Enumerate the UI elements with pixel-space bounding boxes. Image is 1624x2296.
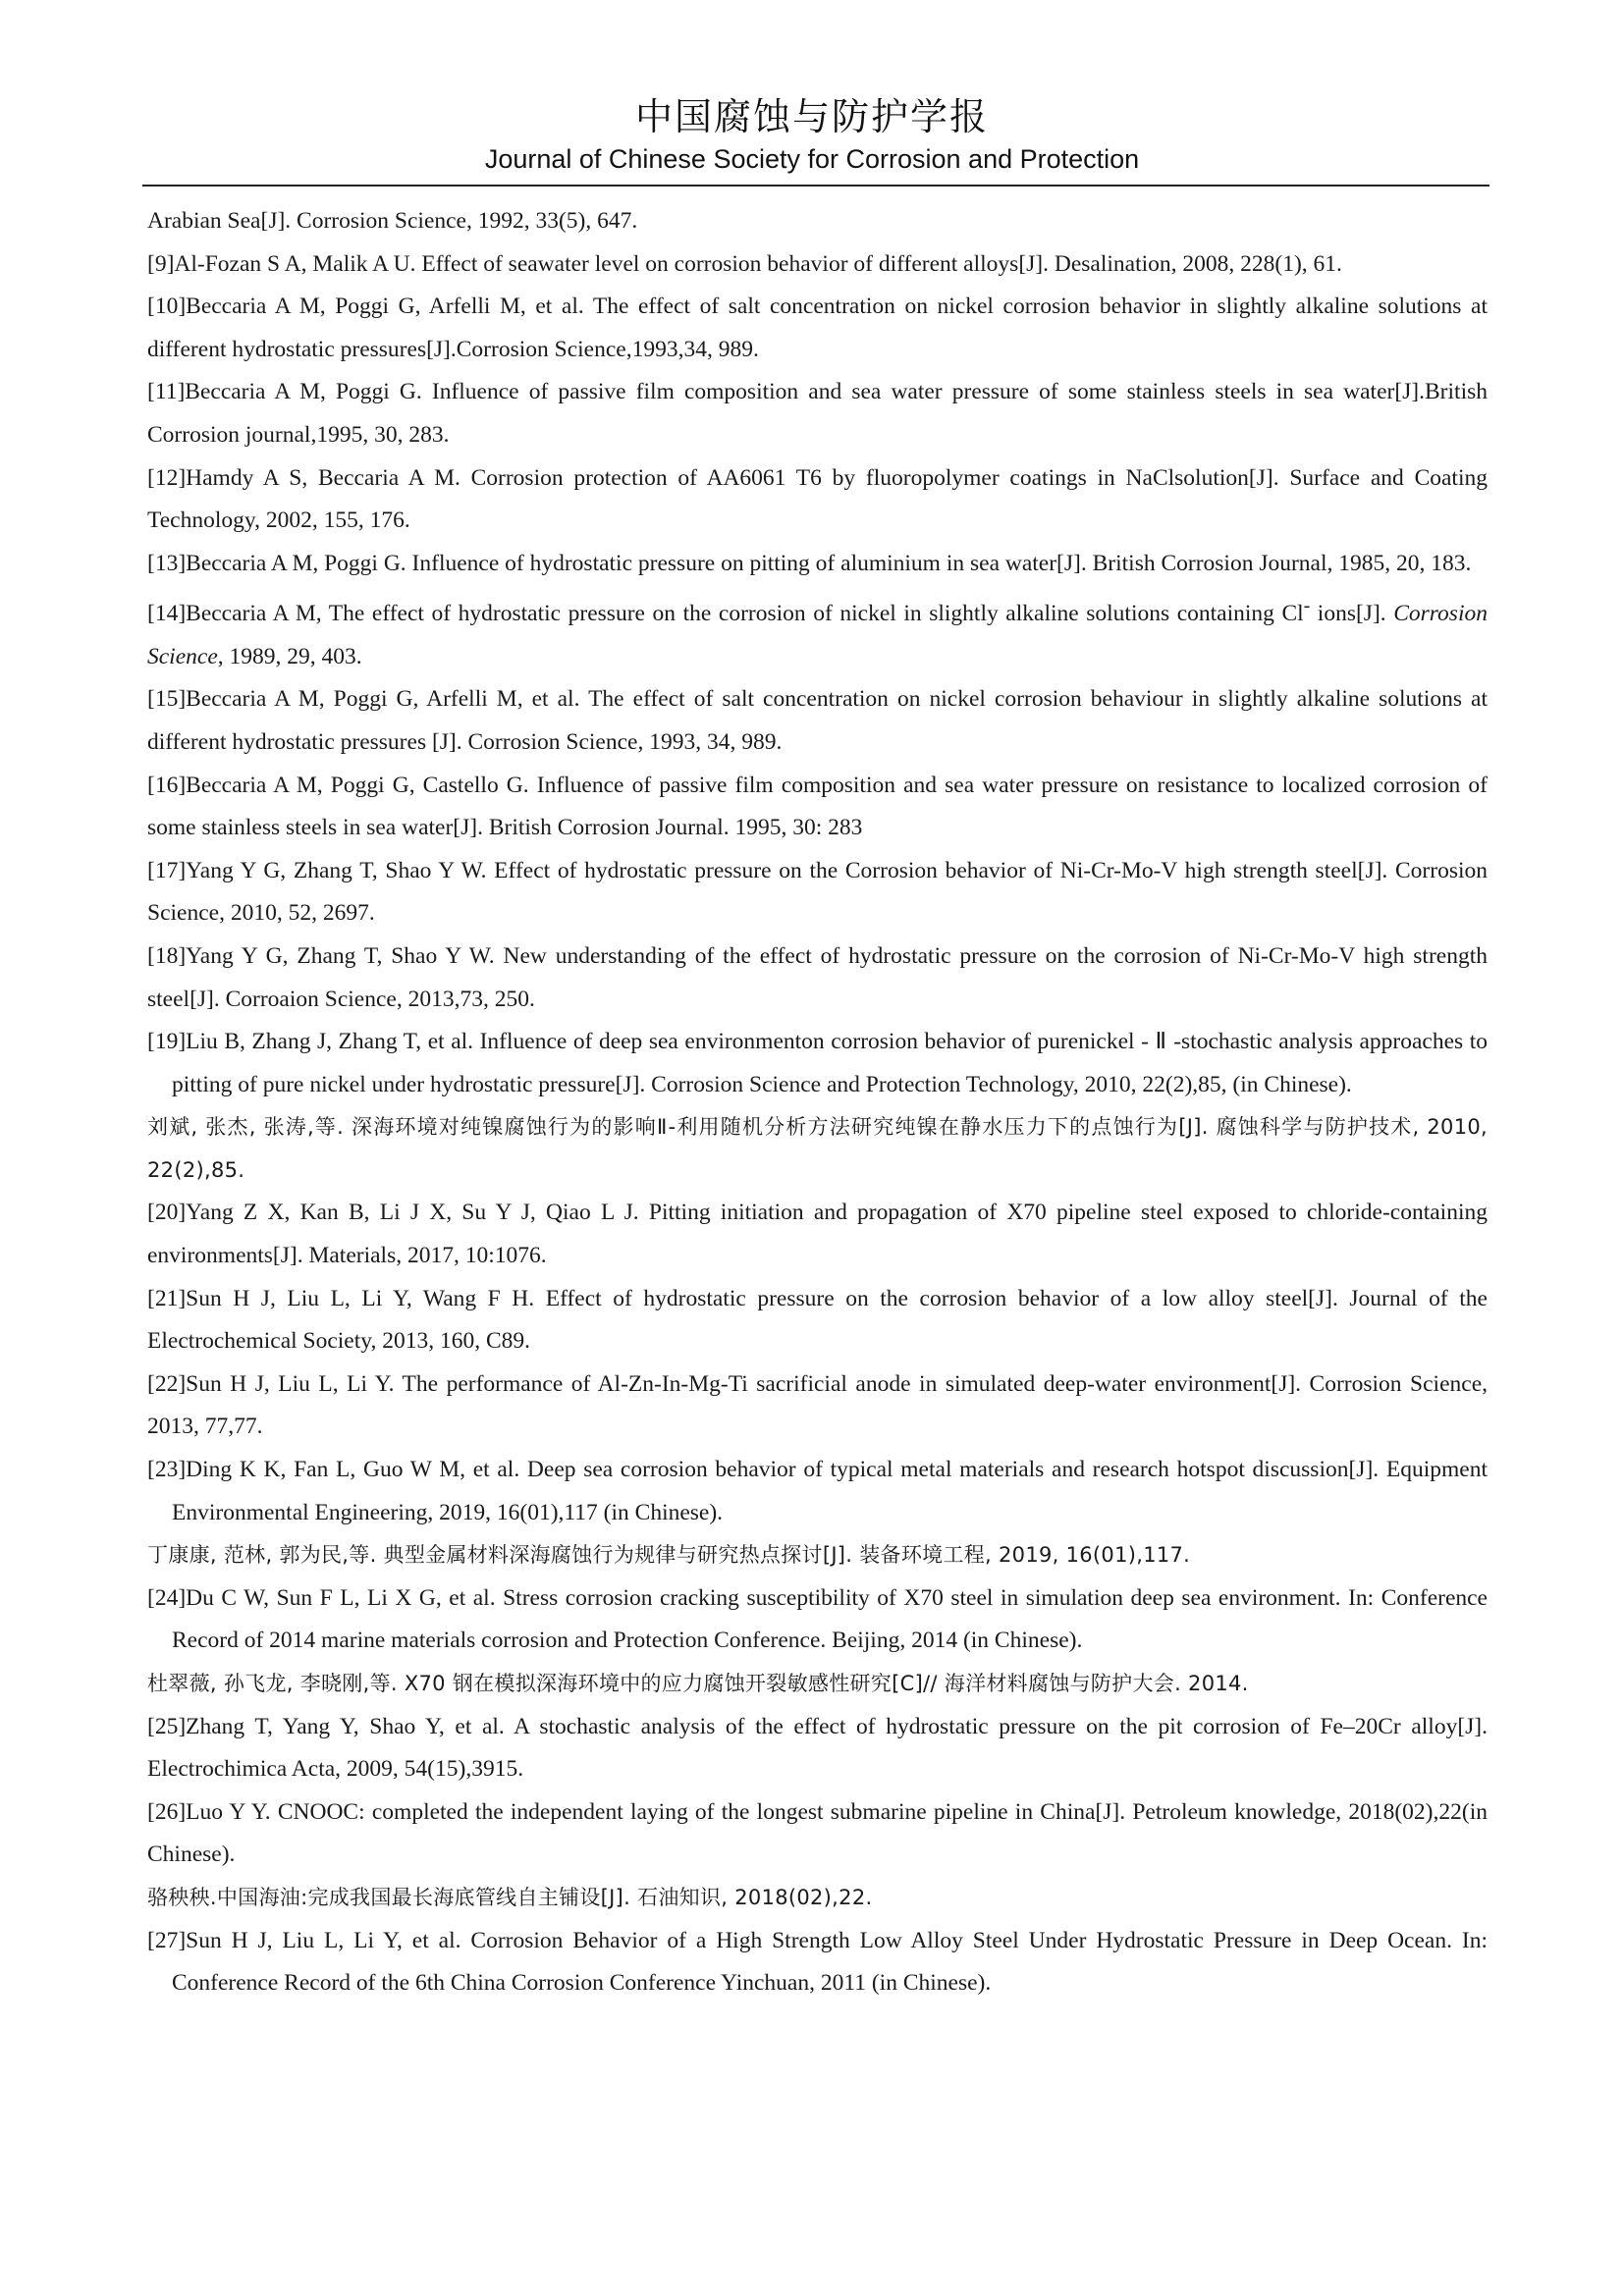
reference-20: [20]Yang Z X, Kan B, Li J X, Su Y J, Qiao L J. Pitting initiation and propagation of X70 pipeline steel exposed to chloride-containing environments[J]. Materials, 2017, 10:1076. [147,1200,1488,1269]
reference-14-text: [14]Beccaria A M, The effect of hydrostatic pressure on the corrosion of nickel in slightly alkaline solutions containing Cl [147,601,1304,627]
reference-25: [25]Zhang T, Yang Y, Shao Y, et al. A stochastic analysis of the effect of hydrostatic pressure on the pit corrosion of Fe–20Cr alloy[J]. Electrochimica Acta, 2009, 54(15),3915. [147,1713,1488,1783]
chloride-superscript: - [1303,596,1311,617]
reference-14 [147,585,1488,678]
reference-27: [27]Sun H J, Liu L, Li Y, et al. Corrosion Behavior of a High Strength Low Alloy Steel Under Hydrostatic Pressure in Deep Ocean. In: Conference Record of the 6th China Corrosion Conference Yinchuan, 2011 (in Chinese). [147,1927,1488,1997]
reference-11: [11]Beccaria A M, Poggi G. Influence of passive film composition and sea water pressure of some stainless steels in sea water[J].British Corrosion journal,1995, 30, 283. [147,379,1488,448]
reference-19-chinese: 刘斌, 张杰, 张涛,等. 深海环境对纯镍腐蚀行为的影响Ⅱ-利用随机分析方法研究纯镍在静水压力下的点蚀行为[J]. 腐蚀科学与防护技术, 2010, 22(2),85. [147,1115,1488,1182]
reference-14-ions: ions[J]. [1310,601,1394,627]
reference-19: [19]Liu B, Zhang J, Zhang T, et al. Influence of deep sea environmenton corrosion behavior of purenickel - Ⅱ -stochastic analysis approaches to pitting of pure nickel under hydrostatic pressure[J]. Corrosion Science and Protection Technology, 2010, 22(2),85, (in Chinese). [147,1029,1488,1097]
reference-13: [13]Beccaria A M, Poggi G. Influence of hydrostatic pressure on pitting of aluminium in sea water[J]. British Corrosion Journal, 1985, 20, 183. [147,550,1472,576]
reference-24-chinese: 杜翠薇, 孙飞龙, 李晓刚,等. X70 钢在模拟深海环境中的应力腐蚀开裂敏感性研究[C]// 海洋材料腐蚀与防护大会. 2014. [147,1672,1249,1696]
reference-17: [17]Yang Y G, Zhang T, Shao Y W. Effect of hydrostatic pressure on the Corrosion behavior of Ni-Cr-Mo-V high strength steel[J]. Corrosion Science, 2010, 52, 2697. [147,857,1488,927]
reference-23: [23]Ding K K, Fan L, Guo W M, et al. Deep sea corrosion behavior of typical metal materials and research hotspot discussion[J]. Equipment Environmental Engineering, 2019, 16(01),117 (in Chinese). [147,1457,1488,1525]
header-divider [142,185,1489,187]
reference-list [147,200,1488,2005]
reference-23-chinese: 丁康康, 范林, 郭为民,等. 典型金属材料深海腐蚀行为规律与研究热点探讨[J]. 装备环境工程, 2019, 16(01),117. [147,1543,1191,1568]
reference-14-journal: Corrosion Science [147,601,1488,669]
reference-16: [16]Beccaria A M, Poggi G, Castello G. Influence of passive film composition and sea water pressure on resistance to localized corrosion of some stainless steels in sea water[J]. British Corrosion Journal. 1995, 30: 283 [147,772,1488,841]
reference-12: [12]Hamdy A S, Beccaria A M. Corrosion protection of AA6061 T6 by fluoropolymer coatings in NaClsolution[J]. Surface and Coating Technology, 2002, 155, 176. [147,464,1488,534]
reference-21: [21]Sun H J, Liu L, Li Y, Wang F H. Effect of hydrostatic pressure on the corrosion behavior of a low alloy steel[J]. Journal of the Electrochemical Society, 2013, 160, C89. [147,1285,1488,1355]
reference-26: [26]Luo Y Y. CNOOC: completed the independent laying of the longest submarine pipeline in China[J]. Petroleum knowledge, 2018(02),22(in Chinese). [147,1798,1488,1868]
reference-24: [24]Du C W, Sun F L, Li X G, et al. Stress corrosion cracking susceptibility of X70 steel in simulation deep sea environment. In: Conference Record of 2014 marine materials corrosion and Protection Conference. Beijing, 2014 (in Chinese). [147,1584,1488,1654]
reference-18: [18]Yang Y G, Zhang T, Shao Y W. New understanding of the effect of hydrostatic pressure on the corrosion of Ni-Cr-Mo-V high strength steel[J]. Corroaion Science, 2013,73, 250. [147,942,1488,1012]
reference-15: [15]Beccaria A M, Poggi G, Arfelli M, et al. The effect of salt concentration on nickel corrosion behaviour in slightly alkaline solutions at different hydrostatic pressures [J]. Corrosion Science, 1993, 34, 989. [147,686,1488,755]
reference-26-chinese: 骆秧秧.中国海油:完成我国最长海底管线自主铺设[J]. 石油知识, 2018(02),22. [147,1885,873,1909]
journal-title-chinese: 中国腐蚀与防护学报 [634,95,989,138]
reference-10: [10]Beccaria A M, Poggi G, Arfelli M, et al. The effect of salt concentration on nickel corrosion behavior in slightly alkaline solutions at different hydrostatic pressures[J].Corrosion Science,1993,34, 989. [147,294,1488,362]
reference-9: [9]Al-Fozan S A, Malik A U. Effect of seawater level on corrosion behavior of different alloys[J]. Desalination, 2008, 228(1), 61. [147,250,1342,277]
journal-title-english: Journal of Chinese Society for Corrosion and Protection [484,144,1140,174]
reference-22: [22]Sun H J, Liu L, Li Y. The performance of Al-Zn-In-Mg-Ti sacrificial anode in simulated deep-water environment[J]. Corrosion Science, 2013, 77,77. [147,1370,1488,1440]
journal-header [0,94,1624,177]
reference-14-end: , 1989, 29, 403. [217,643,362,669]
reference-continuation: Arabian Sea[J]. Corrosion Science, 1992, 33(5), 647. [147,208,638,234]
